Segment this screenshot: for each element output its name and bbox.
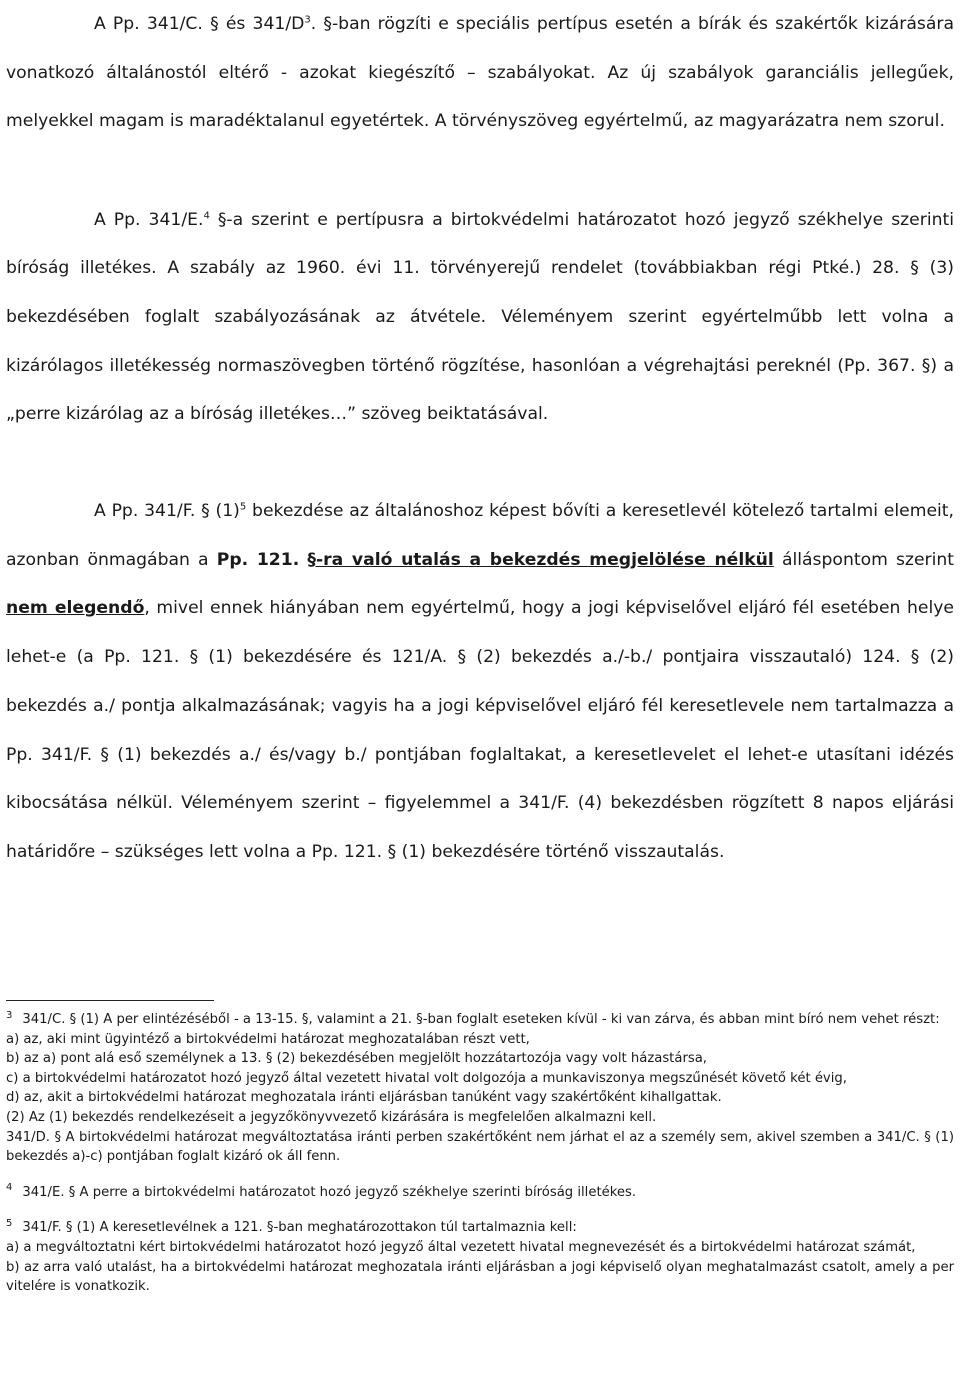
footnote-3-line: (2) Az (1) bekezdés rendelkezéseit a jegyzőkönyvvezető kizárására is megfelelően alkalmazni kell. [6, 1109, 657, 1125]
footnote-text: 341/C. § (1) A per elintézéséből - a 13-15. §, valamint a 21. §-ban foglalt eseteken kívül - ki van zárva, és abban mint bíró nem vehet részt: [22, 1012, 940, 1027]
paragraph-341e [6, 196, 954, 440]
paragraph-text: A Pp. 341/F. § (1) [94, 501, 240, 522]
paragraph-341c-341d [6, 0, 954, 146]
paragraph-text: . §-ban rögzíti e speciális pertípus esetén a bírák és szakértők kizárására vonatkozó általánostól eltérő - azokat kiegészítő – szabályokat. Az új szabályok garanciális jellegűek, melyekkel magam is maradéktalanul egyetértek. A törvényszöveg egyértelmű, az magyarázatra nem szorul. [6, 14, 954, 131]
paragraph-text: A Pp. 341/E. [94, 209, 204, 230]
footnote-5-line: a) a megváltoztatni kért birtokvédelmi határozatot hozó jegyző által vezetett hivatal megnevezését és a birtokvédelmi határozat számát, [6, 1239, 916, 1255]
paragraph-text: A Pp. 341/C. § és 341/D [94, 14, 305, 34]
bold-text: Pp. 121. [216, 549, 300, 570]
footnote-text: 341/F. § (1) A keresetlevélnek a 121. §-ban meghatározottakon túl tartalmaznia kell: [22, 1220, 577, 1236]
footnote-ref-3[interactable]: 3 [304, 14, 311, 26]
footnote-4-line [6, 1183, 954, 1203]
main-text [6, 0, 954, 877]
footnote-gap [6, 1167, 954, 1183]
footnote-text: 341/E. § A perre a birtokvédelmi határozatot hozó jegyző székhelye szerinti bíróság illetékes. [22, 1184, 637, 1200]
footnote-mark: 4 [6, 1182, 13, 1194]
bold-underlined-text: §-ra való utalás a bekezdés megjelölése nélkül [307, 549, 774, 570]
footnote-mark: 5 [6, 1217, 13, 1229]
footnote-3-line [6, 1010, 954, 1030]
footnote-3-line: a) az, aki mint ügyintéző a birtokvédelmi határozat meghozatalában részt vett, [6, 1031, 530, 1047]
paragraph-text: §-a szerint e pertípusra a birtokvédelmi határozatot hozó jegyző székhelye szerinti bíróság illetékes. A szabály az 1960. évi 11. törvényerejű rendelet (továbbiakban régi Ptké.) 28. § (3) bekezdésében foglalt szabályozásának az átvétele. Véleményem szerint egyértelműbb lett volna a kizárólagos illetékesség normaszövegben történő rögzítése, hasonlóan a végrehajtási pereknél (Pp. 367. §) a „perre kizárólag az a bíróság illetékes…” szöveg beiktatásával. [6, 209, 955, 425]
paragraph-text: álláspontom szerint [773, 549, 955, 570]
footnote-ref-5[interactable]: 5 [239, 501, 247, 513]
footnote-3-line: b) az a) pont alá eső személynek a 13. § (2) bekezdésében megjelölt hozzátartozója vagy volt házastársa, [6, 1051, 708, 1067]
footnotes [6, 1010, 954, 1297]
document-page [6, 0, 954, 877]
footnote-3-line: c) a birtokvédelmi határozatot hozó jegyző által vezetett hivatal volt dolgozója a munkaviszonya megszűnését követő két évig, [6, 1070, 847, 1086]
bold-underlined-text: nem elegendő [6, 598, 145, 619]
footnote-mark: 3 [6, 1009, 13, 1021]
footnote-3-line: 341/D. § A birtokvédelmi határozat megváltoztatása iránti perben szakértőként nem járhat el az a személy sem, akivel szemben a 341/C. § (1) bekezdés a)-c) pontjában foglalt kizáró ok áll fenn. [6, 1129, 954, 1165]
footnote-5-line: b) az arra való utalást, ha a birtokvédelmi határozat meghozatala iránti eljárásban a jogi képviselő olyan meghatalmazást csatolt, amely a per vitelére is vonatkozik. [6, 1259, 954, 1295]
paragraph-341f [6, 487, 954, 877]
footnote-separator [6, 1000, 214, 1001]
footnote-gap [6, 1202, 954, 1218]
paragraph-text: , mivel ennek hiányában nem egyértelmű, hogy a jogi képviselővel eljáró fél esetében helye lehet-e (a Pp. 121. § (1) bekezdésére és 121/A. § (2) bekezdés a./-b./ pontjaira visszautaló) 124. § (2) bekezdés a./ pontja alkalmazásának; vagyis ha a jogi képviselővel eljáró fél keresetlevele nem tartalmazza a Pp. 341/F. § (1) bekezdés a./ és/vagy b./ pontjában foglaltakat, a keresetlevelet el lehet-e utasítani idézés kibocsátása nélkül. Véleményem szerint – figyelemmel a 341/F. (4) bekezdésben rögzített 8 napos eljárási határidőre – szükséges lett volna a Pp. 121. § (1) bekezdésére történő visszautalás. [6, 598, 954, 862]
footnote-5-line [6, 1218, 954, 1238]
footnote-ref-4[interactable]: 4 [203, 209, 210, 221]
paragraph-text: bekezdése az általánoshoz képest bővíti a keresetlevél kötelező tartalmi elemeit, azonban önmagában a [6, 501, 954, 570]
footnote-3-line: d) az, akit a birtokvédelmi határozat meghozatala iránti eljárásban tanúként vagy szakértőként kihallgattak. [6, 1090, 722, 1106]
